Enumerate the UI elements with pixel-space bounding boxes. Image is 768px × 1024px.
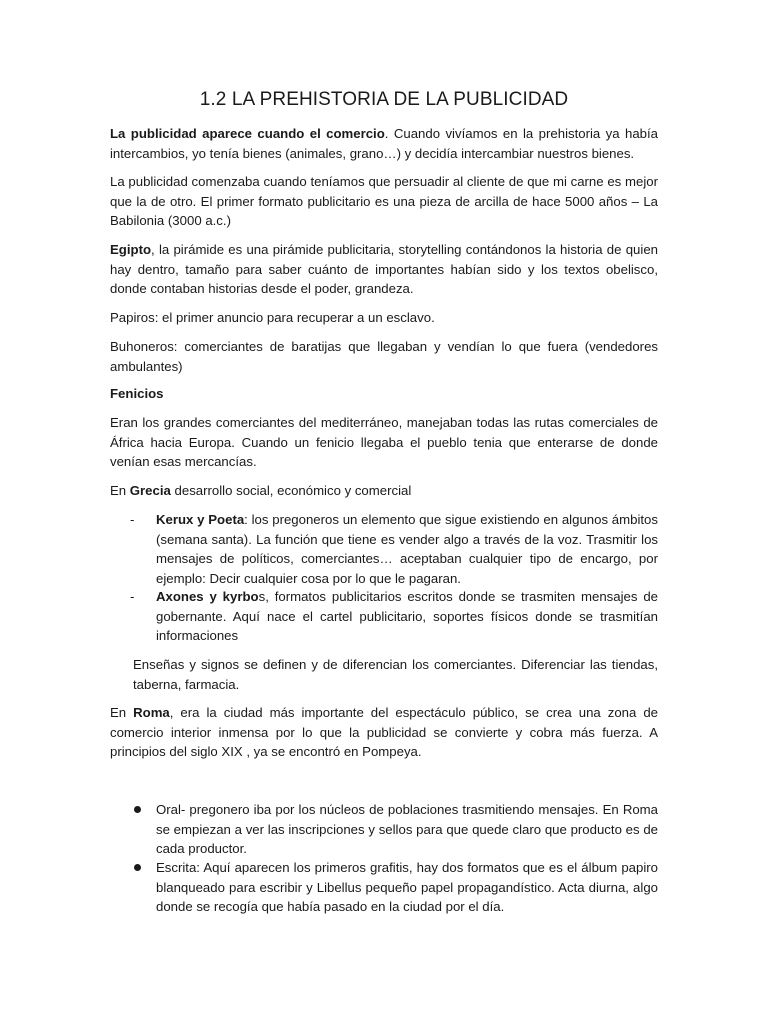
roma-bold: Roma bbox=[133, 705, 170, 720]
roma-text: , era la ciudad más importante del espectáculo público, se crea una zona de comercio interior inmensa por lo que la publicidad se convierte y cobra más fuerza. A principios del siglo XIX , ya se encontró en Pompeya. bbox=[110, 705, 658, 759]
heading-fenicios: Fenicios bbox=[110, 386, 164, 401]
kerux-bold: Kerux y Poeta bbox=[156, 512, 245, 527]
paragraph-buhoneros: Buhoneros: comerciantes de baratijas que llegaban y vendían lo que fuera (vendedores ambulantes) bbox=[110, 339, 658, 374]
paragraph-fenicios: Eran los grandes comerciantes del mediterráneo, manejaban todas las rutas comerciales de África hacia Europa. Cuando un fenicio llegaba el pueblo tenia que enterarse de donde venían esas mercancías. bbox=[110, 415, 658, 469]
dash-marker: - bbox=[130, 589, 135, 604]
paragraph-roma bbox=[110, 703, 658, 762]
list-item-axones bbox=[110, 587, 658, 646]
kerux-text bbox=[156, 510, 658, 588]
list-item-oral bbox=[110, 800, 658, 859]
dash-marker: - bbox=[130, 512, 135, 527]
intro-bold: La publicidad aparece cuando el comercio bbox=[110, 126, 385, 141]
paragraph-ensenas: Enseñas y signos se definen y de diferencian los comerciantes. Diferenciar las tiendas, taberna, farmacia. bbox=[133, 657, 658, 692]
paragraph-egipto bbox=[110, 240, 658, 299]
paragraph-grecia bbox=[110, 481, 658, 501]
grecia-text: desarrollo social, económico y comercial bbox=[170, 483, 412, 498]
axones-bold: Axones y kyrbo bbox=[156, 589, 259, 604]
list-item-escrita bbox=[110, 858, 658, 917]
oral-text: Oral- pregonero iba por los núcleos de poblaciones trasmitiendo mensajes. En Roma se empiezan a ver las inscripciones y sellos para que quede claro que producto es de cada productor. bbox=[156, 802, 658, 856]
paragraph-papiros: Papiros: el primer anuncio para recuperar a un esclavo. bbox=[110, 310, 435, 325]
bullet-icon bbox=[134, 806, 141, 813]
egipto-text: , la pirámide es una pirámide publicitaria, storytelling contándonos la historia de quien hay dentro, tamaño para saber cuánto de importantes habían sido y los textos obelisco, donde contaban historias desde el poder, grandeza. bbox=[110, 242, 658, 296]
grecia-bold: Grecia bbox=[129, 483, 171, 498]
paragraph-intro bbox=[110, 124, 658, 163]
kerux-rest: : los pregoneros un elemento que sigue existiendo en algunos ámbitos (semana santa). La función que tiene es vender algo a través de la voz. Trasmitir los mensajes de políticos, comerciantes… aceptaban cualquier tipo de encargo, por ejemplo: Decir cualquier cosa por lo que le pagaran. bbox=[156, 512, 658, 586]
egipto-bold: Egipto bbox=[110, 242, 152, 257]
escrita-text: Escrita: Aquí aparecen los primeros grafitis, hay dos formatos que es el álbum papiro blanqueado para escribir y Libellus pequeño papel propagandístico. Acta diurna, algo donde se recogía que había pasado en la ciudad por el día. bbox=[156, 860, 658, 914]
grecia-pre: En bbox=[110, 483, 130, 498]
axones-text bbox=[156, 587, 658, 646]
paragraph-babilonia: La publicidad comenzaba cuando teníamos que persuadir al cliente de que mi carne es mejor que la de otro. El primer formato publicitario es una pieza de arcilla de hace 5000 años – La Babilonia (3000 a.c.) bbox=[110, 174, 658, 228]
roma-pre: En bbox=[110, 705, 134, 720]
list-item-kerux bbox=[110, 510, 658, 588]
bullet-icon bbox=[134, 864, 141, 871]
axones-rest: s, formatos publicitarios escritos donde se trasmiten mensajes de gobernante. Aquí nace el cartel publicitario, soportes físicos donde se trasmitían informaciones bbox=[156, 589, 658, 643]
intro-text: . Cuando vivíamos en la prehistoria ya había intercambios, yo tenía bienes (animales, grano…) y decidía intercambiar nuestros bienes. bbox=[110, 126, 658, 161]
page-title: 1.2 LA PREHISTORIA DE LA PUBLICIDAD bbox=[199, 89, 569, 110]
